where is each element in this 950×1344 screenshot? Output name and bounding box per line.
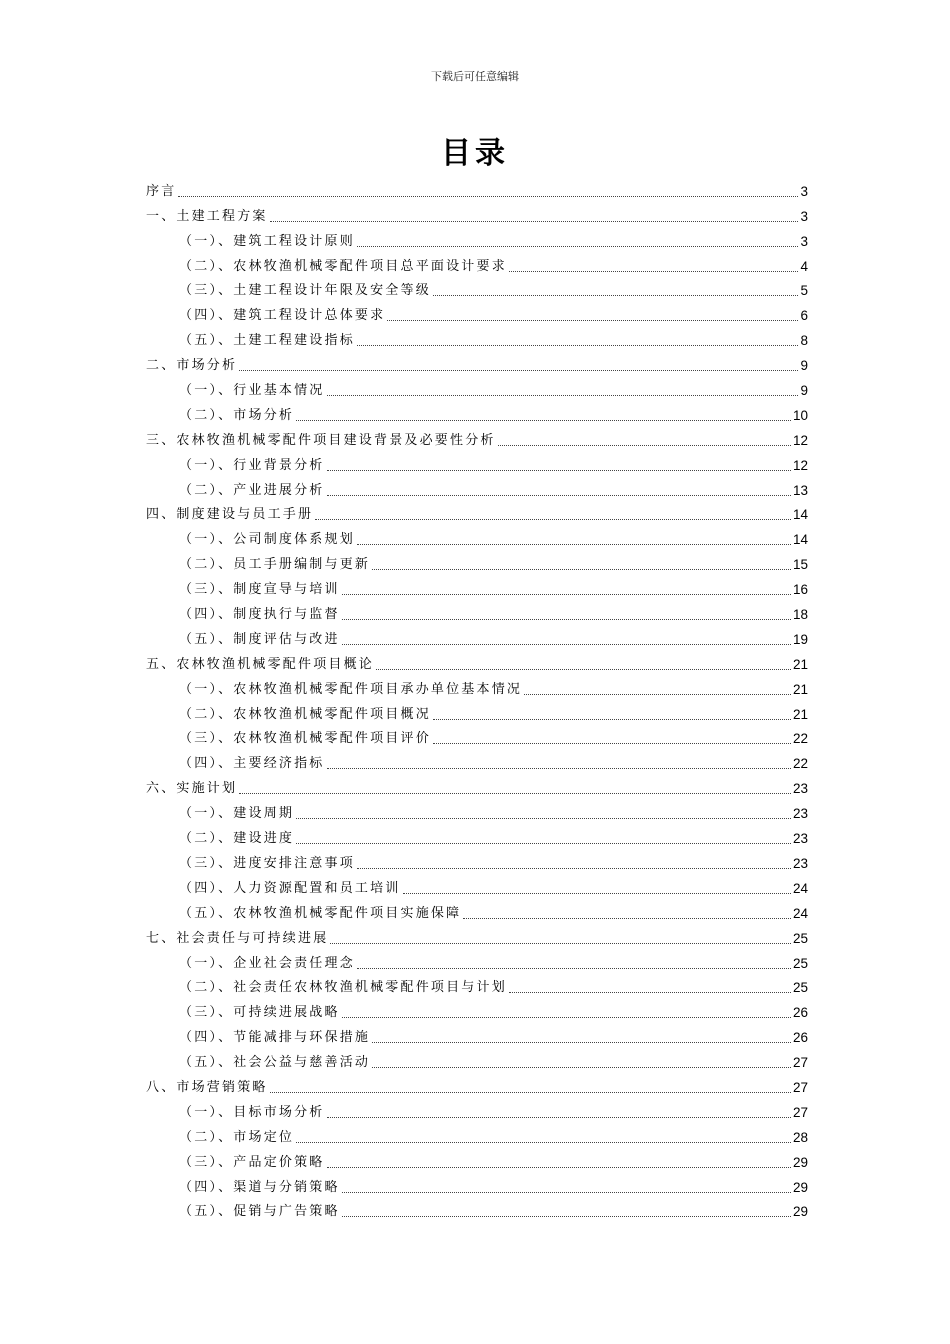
toc-entry-label: （二）、产业进展分析	[179, 482, 325, 498]
toc-dot-leader	[342, 644, 791, 645]
toc-entry[interactable]	[146, 226, 808, 251]
toc-entry[interactable]	[146, 699, 808, 724]
toc-entry-page: 4	[800, 258, 808, 274]
toc-entry-page: 13	[792, 482, 808, 498]
toc-entry-page: 22	[792, 731, 808, 747]
toc-entry-label: （五）、制度评估与改进	[179, 631, 340, 647]
toc-entry[interactable]	[146, 599, 808, 624]
toc-entry-label: （五）、土建工程建设指标	[179, 333, 355, 349]
toc-dot-leader	[498, 445, 791, 446]
toc-entry-page: 12	[792, 432, 808, 448]
toc-dot-leader	[463, 918, 791, 919]
toc-entry-label: （一）、目标市场分析	[179, 1104, 325, 1120]
toc-entry[interactable]	[146, 1047, 808, 1072]
toc-entry[interactable]	[146, 997, 808, 1022]
toc-entry-page: 23	[792, 781, 808, 797]
toc-entry[interactable]	[146, 325, 808, 350]
toc-entry-page: 16	[792, 582, 808, 598]
toc-entry[interactable]	[146, 350, 808, 375]
toc-entry[interactable]	[146, 1022, 808, 1047]
toc-entry-page: 23	[792, 806, 808, 822]
toc-entry-label: 四、制度建设与员工手册	[146, 507, 314, 523]
toc-entry[interactable]	[146, 873, 808, 898]
toc-entry-label: （四）、主要经济指标	[179, 756, 325, 772]
toc-dot-leader	[327, 1167, 791, 1168]
toc-entry-label: 三、农林牧渔机械零配件项目建设背景及必要性分析	[146, 432, 496, 448]
table-of-contents	[146, 176, 808, 1221]
toc-entry[interactable]	[146, 898, 808, 923]
toc-entry-label: （二）、市场分析	[179, 407, 295, 423]
toc-entry-label: （三）、产品定价策略	[179, 1154, 325, 1170]
toc-entry-label: （四）、渠道与分销策略	[179, 1179, 340, 1195]
toc-entry-page: 9	[800, 358, 808, 374]
toc-entry-page: 24	[792, 905, 808, 921]
toc-entry[interactable]	[146, 549, 808, 574]
toc-entry[interactable]	[146, 624, 808, 649]
toc-entry-label: （一）、农林牧渔机械零配件项目承办单位基本情况	[179, 681, 523, 697]
toc-entry-label: （三）、可持续进展战略	[179, 1005, 340, 1021]
toc-entry-page: 27	[792, 1104, 808, 1120]
toc-entry-page: 23	[792, 831, 808, 847]
toc-entry-page: 26	[792, 1005, 808, 1021]
toc-dot-leader	[327, 495, 791, 496]
toc-dot-leader	[270, 221, 799, 222]
toc-entry[interactable]	[146, 1147, 808, 1172]
toc-entry-label: （一）、行业背景分析	[179, 457, 325, 473]
toc-entry-label: （二）、社会责任农林牧渔机械零配件项目与计划	[179, 980, 507, 996]
toc-entry[interactable]	[146, 450, 808, 475]
toc-entry-page: 27	[792, 1055, 808, 1071]
toc-dot-leader	[433, 719, 791, 720]
toc-dot-leader	[315, 519, 791, 520]
toc-entry-page: 21	[792, 681, 808, 697]
toc-entry-page: 9	[800, 383, 808, 399]
toc-entry-page: 29	[792, 1154, 808, 1170]
toc-entry-page: 22	[792, 756, 808, 772]
toc-entry-page: 12	[792, 457, 808, 473]
toc-entry-page: 29	[792, 1204, 808, 1220]
toc-entry-page: 15	[792, 557, 808, 573]
toc-entry[interactable]	[146, 251, 808, 276]
toc-entry[interactable]	[146, 201, 808, 226]
toc-entry[interactable]	[146, 425, 808, 450]
toc-dot-leader	[327, 1117, 791, 1118]
toc-entry-label: （五）、农林牧渔机械零配件项目实施保障	[179, 905, 462, 921]
toc-entry[interactable]	[146, 649, 808, 674]
toc-entry[interactable]	[146, 300, 808, 325]
toc-entry-label: （三）、农林牧渔机械零配件项目评价	[179, 731, 431, 747]
toc-entry-label: （一）、建筑工程设计原则	[179, 233, 355, 249]
toc-dot-leader	[433, 743, 791, 744]
toc-entry-page: 14	[792, 507, 808, 523]
toc-dot-leader	[342, 1216, 791, 1217]
toc-dot-leader	[342, 594, 791, 595]
toc-dot-leader	[296, 420, 791, 421]
toc-entry-label: （二）、市场定位	[179, 1129, 295, 1145]
toc-dot-leader	[327, 395, 799, 396]
toc-dot-leader	[330, 943, 791, 944]
toc-dot-leader	[357, 345, 799, 346]
toc-entry-page: 27	[792, 1079, 808, 1095]
toc-entry-page: 18	[792, 607, 808, 623]
toc-entry-label: 一、土建工程方案	[146, 208, 268, 224]
page-title: 目录	[441, 136, 509, 171]
toc-dot-leader	[357, 868, 791, 869]
toc-entry-page: 23	[792, 855, 808, 871]
toc-entry[interactable]	[146, 1172, 808, 1197]
toc-entry-label: （一）、建设周期	[179, 806, 295, 822]
toc-entry-page: 10	[792, 407, 808, 423]
toc-entry-label: 八、市场营销策略	[146, 1079, 268, 1095]
toc-entry[interactable]	[146, 923, 808, 948]
toc-entry[interactable]	[146, 973, 808, 998]
toc-entry-label: （四）、制度执行与监督	[179, 607, 340, 623]
toc-dot-leader	[433, 295, 799, 296]
toc-entry-label: 序言	[146, 183, 177, 199]
toc-entry[interactable]	[146, 674, 808, 699]
toc-dot-leader	[296, 843, 791, 844]
toc-entry[interactable]	[146, 574, 808, 599]
toc-entry[interactable]	[146, 400, 808, 425]
toc-entry[interactable]	[146, 276, 808, 301]
toc-entry-label: （四）、人力资源配置和员工培训	[179, 880, 401, 896]
toc-dot-leader	[372, 1042, 791, 1043]
toc-entry-label: 五、农林牧渔机械零配件项目概论	[146, 656, 375, 672]
toc-entry-page: 21	[792, 706, 808, 722]
toc-dot-leader	[327, 768, 791, 769]
toc-dot-leader	[387, 320, 798, 321]
toc-dot-leader	[509, 992, 791, 993]
toc-dot-leader	[376, 669, 791, 670]
toc-entry-page: 24	[792, 880, 808, 896]
toc-entry[interactable]	[146, 176, 808, 201]
toc-entry[interactable]	[146, 724, 808, 749]
toc-dot-leader	[372, 1067, 791, 1068]
toc-entry-page: 3	[800, 208, 808, 224]
toc-entry-page: 29	[792, 1179, 808, 1195]
toc-entry-label: （三）、土建工程设计年限及安全等级	[179, 283, 431, 299]
toc-entry[interactable]	[146, 773, 808, 798]
toc-dot-leader	[342, 1017, 791, 1018]
toc-entry-page: 25	[792, 930, 808, 946]
toc-entry-page: 19	[792, 631, 808, 647]
toc-dot-leader	[342, 1192, 791, 1193]
toc-dot-leader	[524, 694, 791, 695]
toc-dot-leader	[270, 1092, 791, 1093]
toc-dot-leader	[357, 544, 791, 545]
toc-dot-leader	[327, 470, 791, 471]
toc-entry[interactable]	[146, 1197, 808, 1222]
toc-entry-page: 26	[792, 1030, 808, 1046]
toc-entry-label: （三）、进度安排注意事项	[179, 855, 355, 871]
toc-entry-page: 25	[792, 955, 808, 971]
toc-entry-label: （一）、公司制度体系规划	[179, 532, 355, 548]
toc-entry-label: （四）、节能减排与环保措施	[179, 1030, 371, 1046]
toc-entry-label: （一）、行业基本情况	[179, 383, 325, 399]
toc-entry[interactable]	[146, 948, 808, 973]
toc-dot-leader	[357, 246, 799, 247]
toc-entry-page: 8	[800, 333, 808, 349]
toc-dot-leader	[178, 196, 798, 197]
toc-entry-page: 5	[800, 283, 808, 299]
toc-entry-page: 3	[800, 183, 808, 199]
toc-dot-leader	[239, 793, 791, 794]
toc-entry[interactable]	[146, 1097, 808, 1122]
toc-entry[interactable]	[146, 375, 808, 400]
toc-entry-label: （二）、农林牧渔机械零配件项目概况	[179, 706, 431, 722]
toc-entry-label: 二、市场分析	[146, 358, 238, 374]
toc-entry[interactable]	[146, 524, 808, 549]
toc-entry[interactable]	[146, 1122, 808, 1147]
toc-entry-page: 28	[792, 1129, 808, 1145]
toc-entry-label: （二）、员工手册编制与更新	[179, 557, 371, 573]
toc-entry-page: 6	[800, 308, 808, 324]
toc-entry[interactable]	[146, 848, 808, 873]
toc-entry-label: （五）、促销与广告策略	[179, 1204, 340, 1220]
toc-entry-label: 七、社会责任与可持续进展	[146, 930, 329, 946]
toc-entry-label: （二）、农林牧渔机械零配件项目总平面设计要求	[179, 258, 507, 274]
toc-entry-label: （二）、建设进度	[179, 831, 295, 847]
toc-entry-label: 六、实施计划	[146, 781, 238, 797]
toc-entry[interactable]	[146, 475, 808, 500]
toc-dot-leader	[342, 619, 791, 620]
toc-entry[interactable]	[146, 748, 808, 773]
toc-entry-label: （五）、社会公益与慈善活动	[179, 1055, 371, 1071]
header-note: 下载后可任意编辑	[431, 70, 519, 83]
toc-dot-leader	[296, 1142, 791, 1143]
toc-entry-label: （四）、建筑工程设计总体要求	[179, 308, 386, 324]
toc-dot-leader	[509, 271, 799, 272]
toc-dot-leader	[239, 370, 798, 371]
toc-dot-leader	[372, 569, 791, 570]
toc-entry-page: 21	[792, 656, 808, 672]
toc-entry-page: 14	[792, 532, 808, 548]
toc-entry-label: （三）、制度宣导与培训	[179, 582, 340, 598]
toc-entry-label: （一）、企业社会责任理念	[179, 955, 355, 971]
toc-entry[interactable]	[146, 500, 808, 525]
toc-entry[interactable]	[146, 823, 808, 848]
toc-dot-leader	[357, 968, 791, 969]
toc-entry-page: 3	[800, 233, 808, 249]
toc-dot-leader	[296, 818, 791, 819]
toc-entry[interactable]	[146, 1072, 808, 1097]
toc-entry-page: 25	[792, 980, 808, 996]
toc-entry[interactable]	[146, 798, 808, 823]
toc-dot-leader	[403, 893, 791, 894]
